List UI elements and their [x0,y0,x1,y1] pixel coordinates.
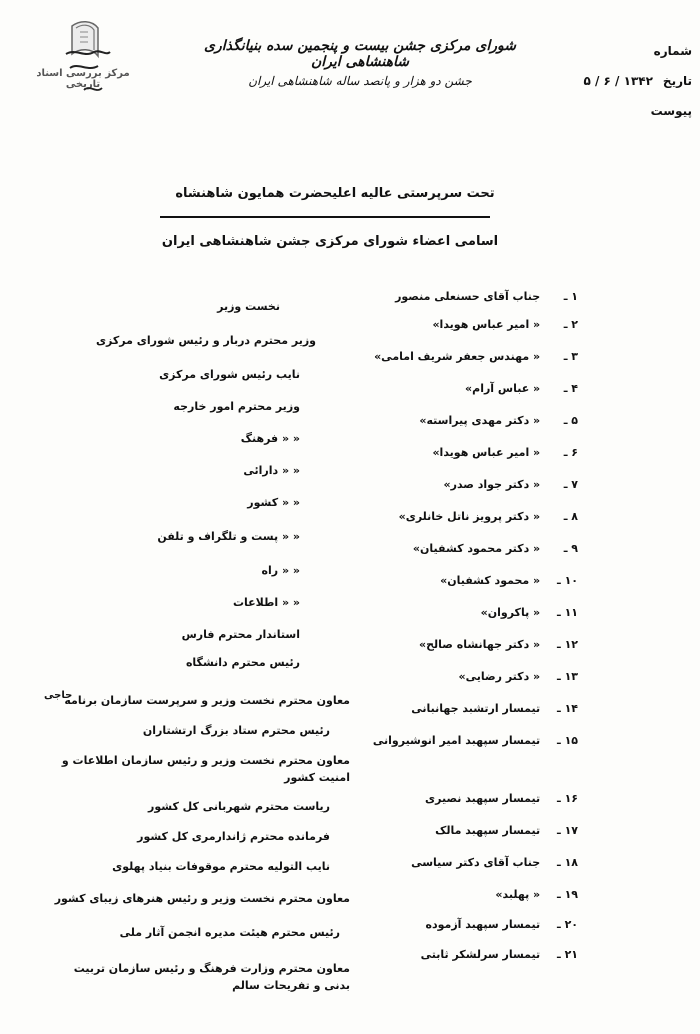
letterhead [200,38,520,88]
role-item: معاون محترم وزارت فرهنگ و رئیس سازمان تربیت بدنی و تفریحات سالم [73,962,350,992]
number-label: شماره [653,44,692,58]
member-item: ۱۰ ـ « محمود کشفیان» [440,574,578,587]
number-row [542,36,692,66]
role-item: رئیس محترم دانشگاه [185,656,300,669]
title-underline [160,216,490,218]
role-item: نخست وزیر [217,300,280,313]
date-row [542,66,692,96]
date-value: ۱۳۴۲ / ۶ / ۵ [583,74,653,88]
member-item: ۱۲ ـ « دکتر جهانشاه صالح» [418,638,578,651]
member-item: ۱۶ ـ تیمسار سپهبد نصیری [425,792,578,805]
attachment-label: پیوست [650,104,692,118]
document-subtitle: اسامی اعضاء شورای مرکزی جشن شاهنشاهی ایران [161,234,499,249]
member-item: ۲ ـ « امیر عباس هویدا» [432,318,578,331]
member-item: ۱۳ ـ « دکتر رضایی» [458,670,578,683]
member-item: ۱۵ ـ تیمسار سپهبد امیر انوشیروانی [372,734,578,747]
logo-text: مرکز بررسی اسناد تاریخی [36,68,130,90]
member-item: ۸ ـ « دکتر پرویز ناتل خانلری» [398,510,578,523]
letter-metadata [542,36,692,126]
member-item: ۱۴ ـ تیمسار ارتشبد جهانبانی [411,702,578,715]
member-item: ۱ ـ جناب آقای حسنعلی منصور [395,290,578,303]
member-item: ۵ ـ « دکتر مهدی پیراسته» [419,414,578,427]
role-item: « « اطلاعات [232,596,300,609]
member-item: ۱۹ ـ « پهلبد» [495,888,578,901]
role-item: وزیر محترم دربار و رئیس شورای مرکزی [95,334,316,347]
member-item: ۲۱ ـ تیمسار سرلشکر ثابتی [420,948,578,961]
role-item: معاون محترم نخست وزیر و سرپرست سازمان برنامه [64,694,350,707]
role-item: استاندار محترم فارس [181,628,300,641]
role-item: رئیس محترم ستاد بزرگ ارتشتاران [142,724,330,737]
role-item: فرمانده محترم ژاندارمری کل کشور [137,830,330,843]
role-item: نایب رئیس شورای مرکزی [159,368,300,381]
role-item: نایب التولیه محترم موقوفات بنیاد پهلوی [112,860,330,873]
role-item: « « کشور [247,496,300,509]
member-item: ۱۷ ـ تیمسار سپهبد مالک [435,824,578,837]
role-item: « « پست و تلگراف و تلفن [157,530,300,543]
attachment-row [542,96,692,126]
margin-note: حاجی [44,690,73,701]
date-label: تاریخ [662,74,692,88]
letterhead-subtitle: جشن دو هزار و پانصد ساله شاهنشاهی ایران [248,74,472,88]
role-item: « « راه [261,564,300,577]
member-item: ۴ ـ « عباس آرام» [465,382,578,395]
role-item: « « دارائی [243,464,300,477]
member-item: ۱۱ ـ « پاکروان» [480,606,578,619]
handwritten-marginal-notes [60,46,120,116]
role-item: ریاست محترم شهربانی کل کشور [148,800,330,813]
role-item: « « فرهنگ [240,432,300,445]
member-item: ۲۰ ـ تیمسار سپهبد آزموده [425,918,578,931]
organization-name: شورای مرکزی جشن بیست و پنجمین سده بنیانگذاری شاهنشاهی ایران [204,38,516,70]
document-title: تحت سرپرستی عالیه اعلیحضرت همایون شاهنشاه [175,186,495,201]
member-item: ۶ ـ « امیر عباس هویدا» [432,446,578,459]
role-item: رئیس محترم هیئت مدیره انجمن آثار ملی [119,926,340,939]
role-item: معاون محترم نخست وزیر و رئیس هنرهای زیبای کشور [54,892,350,905]
role-item: معاون محترم نخست وزیر و رئیس سازمان اطلاعات و امنیت کشور [61,754,350,784]
role-item: وزیر محترم امور خارجه [173,400,300,413]
member-item: ۷ ـ « دکتر جواد صدر» [443,478,578,491]
member-item: ۳ ـ « مهندس جعفر شریف امامی» [374,350,578,363]
member-item: ۹ ـ « دکتر محمود کشفیان» [412,542,578,555]
member-item: ۱۸ ـ جناب آقای دکتر سیاسی [411,856,578,869]
